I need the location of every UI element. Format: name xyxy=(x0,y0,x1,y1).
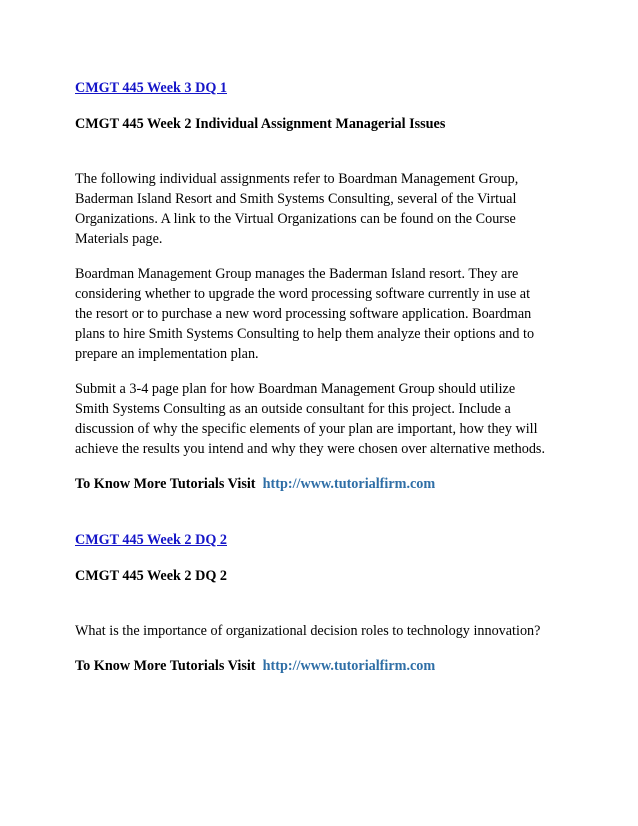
section-title-link[interactable]: CMGT 445 Week 3 DQ 1 xyxy=(75,80,227,96)
paragraph-line: Boardman Management Group manages the Baderman Island resort. They are xyxy=(75,266,519,282)
tutorial-cta xyxy=(75,474,575,494)
paragraph-line: considering whether to upgrade the word processing software currently in use at xyxy=(75,286,531,302)
paragraph-line: the resort or to purchase a new word processing software application. Boardman xyxy=(75,306,532,322)
cta-url-link[interactable]: http://www.tutorialfirm.com xyxy=(262,658,436,674)
cta-label: To Know More Tutorials Visit xyxy=(75,658,256,674)
paragraph-line: discussion of why the specific elements of your plan are important, how they will xyxy=(75,421,538,437)
section-subtitle: CMGT 445 Week 2 Individual Assignment Managerial Issues xyxy=(75,116,446,132)
paragraph-line: prepare an implementation plan. xyxy=(75,346,259,362)
paragraph-line: Smith Systems Consulting as an outside consultant for this project. Include a xyxy=(75,401,511,417)
paragraph xyxy=(75,379,575,459)
section-title-link[interactable]: CMGT 445 Week 2 DQ 2 xyxy=(75,532,227,548)
cta-label: To Know More Tutorials Visit xyxy=(75,476,256,492)
paragraph-line: plans to hire Smith Systems Consulting to help them analyze their options and to xyxy=(75,326,535,342)
document-page xyxy=(75,78,575,676)
paragraph-line: achieve the results you intend and why they were chosen over alternative methods. xyxy=(75,441,546,457)
paragraph-line: What is the importance of organizational decision roles to technology innovation? xyxy=(75,623,541,639)
paragraph-line: The following individual assignments refer to Boardman Management Group, xyxy=(75,171,519,187)
section-subtitle: CMGT 445 Week 2 DQ 2 xyxy=(75,568,227,584)
paragraph-line: Submit a 3-4 page plan for how Boardman Management Group should utilize xyxy=(75,381,516,397)
tutorial-cta xyxy=(75,656,575,676)
cta-url-link[interactable]: http://www.tutorialfirm.com xyxy=(262,476,436,492)
paragraph xyxy=(75,264,575,364)
paragraph-line: Materials page. xyxy=(75,231,163,247)
paragraph xyxy=(75,169,575,249)
paragraph xyxy=(75,621,575,641)
paragraph-line: Baderman Island Resort and Smith Systems Consulting, several of the Virtual xyxy=(75,191,517,207)
paragraph-line: Organizations. A link to the Virtual Organizations can be found on the Course xyxy=(75,211,516,227)
